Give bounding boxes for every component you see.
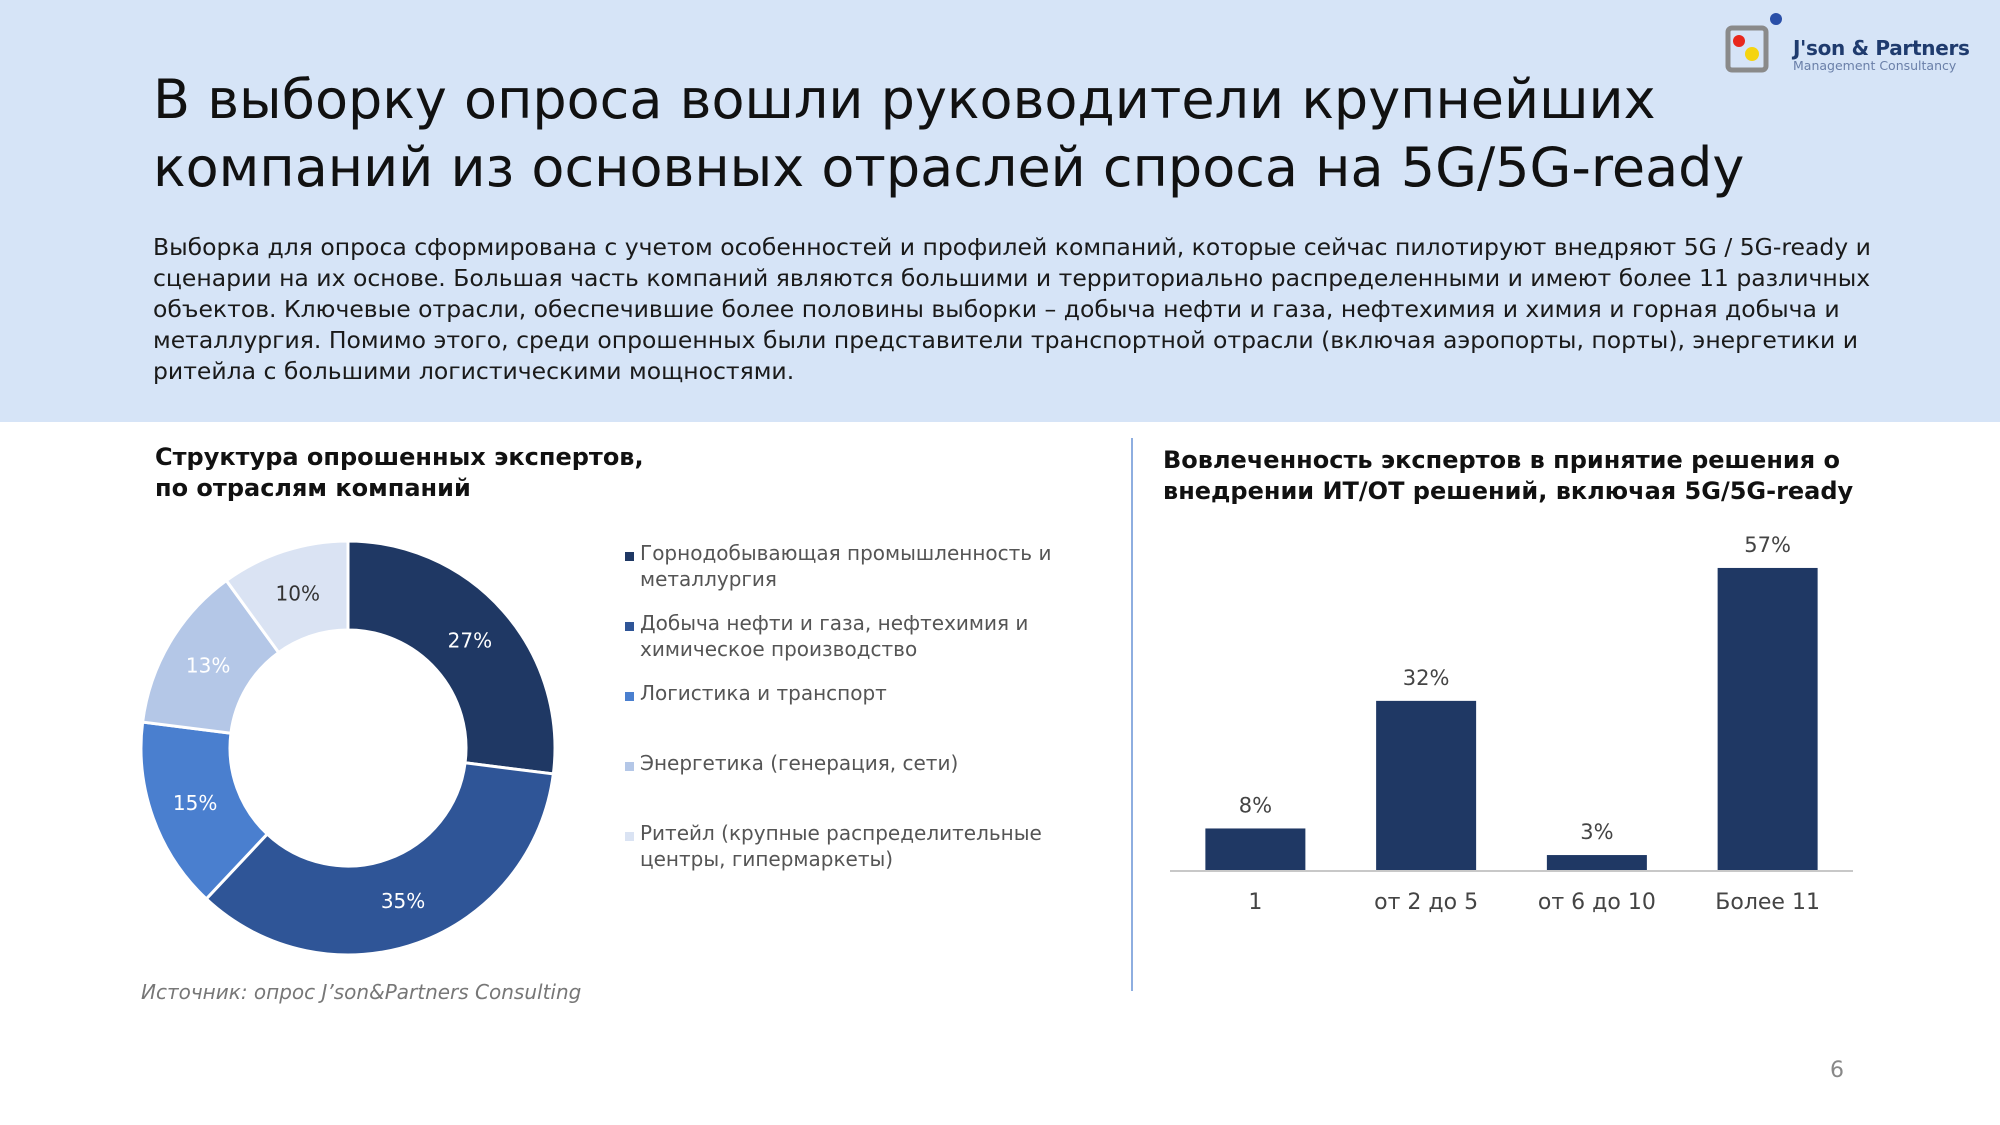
legend-item xyxy=(625,750,1095,776)
donut-slice xyxy=(348,541,555,774)
bar-value-label: 32% xyxy=(1402,665,1450,690)
donut-slice-label: 27% xyxy=(447,628,493,653)
legend-label: Энергетика (генерация, сети) xyxy=(640,751,959,775)
legend-label: Логистика и транспорт xyxy=(640,681,887,705)
bar-chart xyxy=(1150,530,1870,930)
section-divider xyxy=(1131,438,1133,991)
legend-swatch xyxy=(625,692,634,701)
logo-name: J'son & Partners xyxy=(1793,36,1970,60)
legend-swatch xyxy=(625,552,634,561)
donut-slice-label: 35% xyxy=(380,888,426,913)
legend-swatch xyxy=(625,832,634,841)
bar-category-label: от 6 до 10 xyxy=(1537,890,1656,915)
bar-chart-title: Вовлеченность экспертов в принятие решения о внедрении ИТ/ОТ решений, включая 5G/5G-ready xyxy=(1163,446,1854,505)
bar-value-label: 57% xyxy=(1744,532,1791,557)
source-note: Источник: опрос J’son&Partners Consulting xyxy=(141,980,582,1004)
donut-chart-title: Структура опрошенных экспертов, по отраслям компаний xyxy=(155,443,644,502)
bar-category-label: Более 11 xyxy=(1715,890,1820,915)
page-number: 6 xyxy=(1830,1058,1844,1083)
legend-item xyxy=(625,680,1095,706)
legend-swatch xyxy=(625,622,634,631)
legend-item xyxy=(625,540,1095,592)
legend-swatch xyxy=(625,762,634,771)
donut-slice xyxy=(206,763,553,955)
bar-value-label: 8% xyxy=(1238,793,1273,818)
slide-title: В выборку опроса вошли руководители крупнейших компаний из основных отраслей спроса на 5G/5G-ready xyxy=(153,68,1745,199)
bar xyxy=(1376,701,1476,871)
donut-slice-label: 13% xyxy=(185,653,231,678)
legend-label: Горнодобывающая промышленность и металлургия xyxy=(640,541,1052,591)
intro-paragraph: Выборка для опроса сформирована с учетом особенностей и профилей компаний, которые сейчас пилотируют внедряют 5G / 5G-ready и сценарии на их основе. Большая часть компаний являются большими и территориально распределенными и имеют более 11 различных объектов. Ключевые отрасли, обеспечившие более половины выборки – добыча нефти и газа, нефтехимия и химия и горная добыча и металлургия. Помимо этого, среди опрошенных были представители транспортной отрасли (включая аэропорты, порты), энергетики и ритейла с большими логистическими мощностями. xyxy=(153,233,1871,385)
bar xyxy=(1718,568,1818,871)
bar xyxy=(1547,855,1647,871)
bar-value-label: 3% xyxy=(1580,820,1614,845)
donut-chart xyxy=(100,500,600,960)
bar-category-label: 1 xyxy=(1248,890,1263,915)
logo-tagline: Management Consultancy xyxy=(1793,58,1957,73)
donut-slice-label: 15% xyxy=(172,791,218,816)
legend-label: Добыча нефти и газа, нефтехимия и химическое производство xyxy=(640,611,1029,661)
bar-category-label: от 2 до 5 xyxy=(1374,890,1479,915)
bar xyxy=(1205,828,1305,871)
donut-slice-label: 10% xyxy=(275,581,321,606)
legend-item xyxy=(625,820,1095,872)
legend-label: Ритейл (крупные распределительные центры, гипермаркеты) xyxy=(640,821,1042,871)
legend-item xyxy=(625,610,1095,662)
